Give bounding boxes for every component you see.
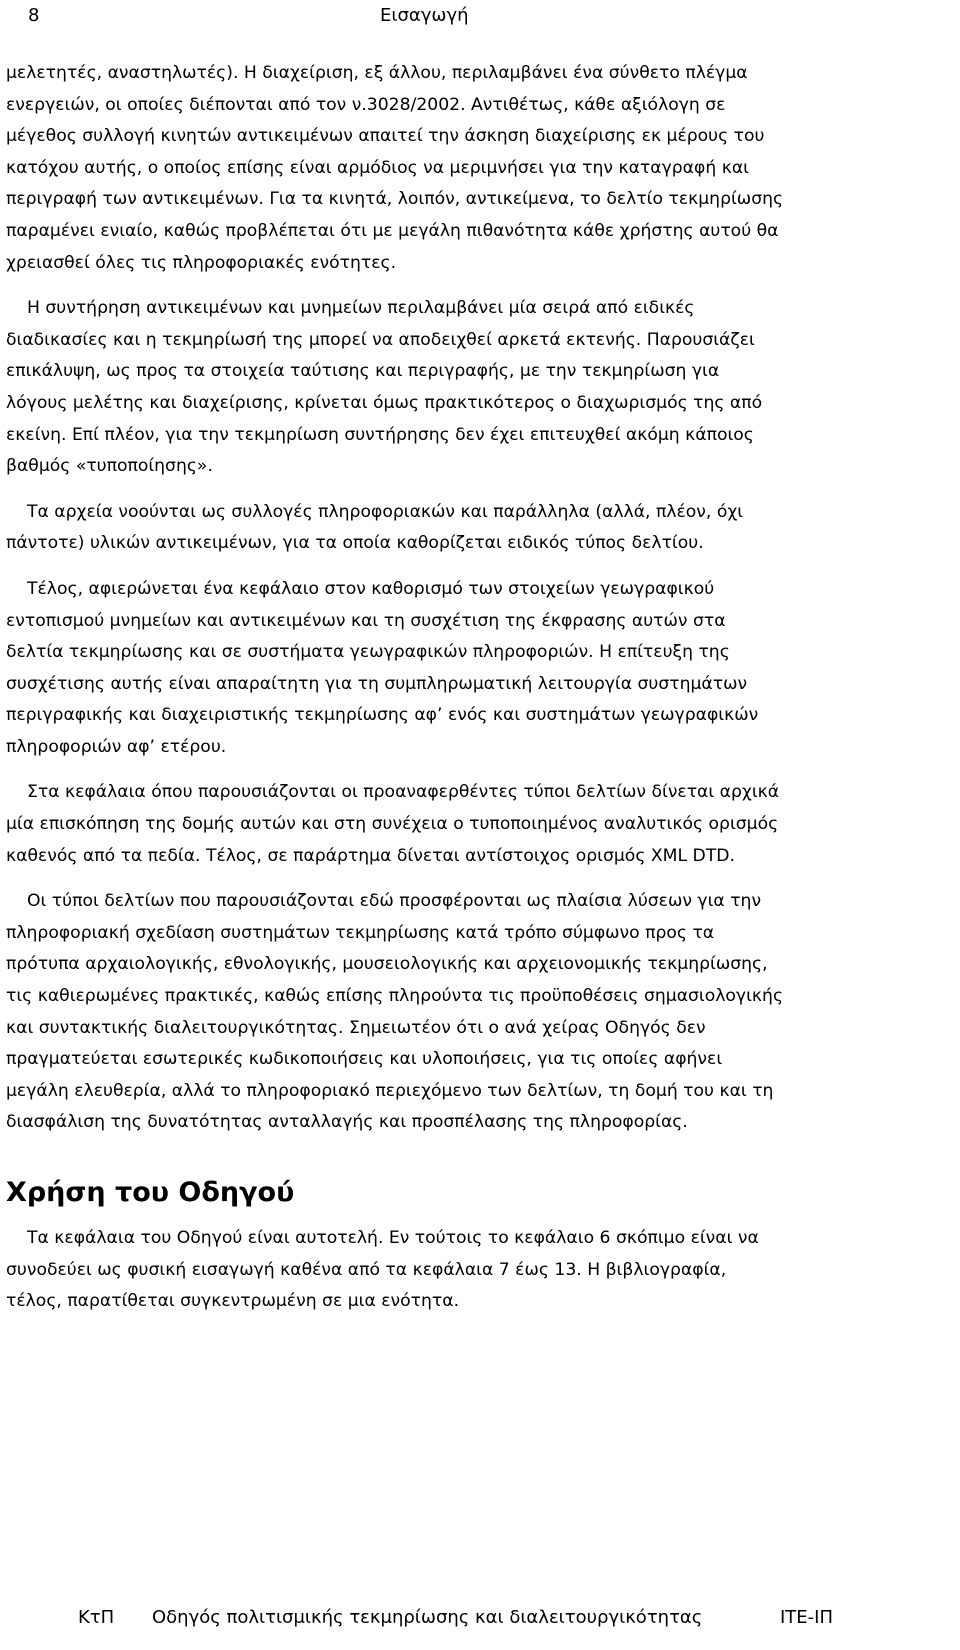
paragraph-geography xyxy=(6,574,958,764)
text-line: ενεργειών, οι οποίες διέπονται από τον ν.3028/2002. Αντιθέτως, κάθε αξιόλογη σε xyxy=(6,94,726,115)
text-line: καθενός από τα πεδία. Τέλος, σε παράρτημα δίνεται αντίστοιχος ορισμός XML DTD. xyxy=(6,845,735,866)
text-line: Τα κεφάλαια του Οδηγού είναι αυτοτελή. Εν τούτοις το κεφάλαιο 6 σκόπιμο είναι να xyxy=(27,1228,759,1248)
page-number: 8 xyxy=(28,5,40,26)
text-line: δελτία τεκμηρίωσης και σε συστήματα γεωγραφικών πληροφοριών. Η επίτευξη της xyxy=(6,642,730,663)
text-line: συνοδεύει ως φυσική εισαγωγή καθένα από τα κεφάλαια 7 έως 13. Η βιβλιογραφία, xyxy=(6,1259,727,1280)
text-line: περιγραφικής και διαχειριστικής τεκμηρίωσης αφ’ ενός και συστημάτων γεωγραφικών xyxy=(6,705,759,726)
footer-title: Οδηγός πολιτισμικής τεκμηρίωσης και διαλειτουργικότητας xyxy=(152,1607,703,1628)
document-body xyxy=(6,58,958,1332)
text-line: πληροφοριών αφ’ ετέρου. xyxy=(6,736,227,757)
text-line: επικάλυψη, ως προς τα στοιχεία ταύτισης και περιγραφής, με την τεκμηρίωση για xyxy=(6,361,720,382)
text-line: και συντακτικής διαλειτουργικότητας. Σημειωτέον ότι ο ανά χείρας Οδηγός δεν xyxy=(6,1017,706,1038)
page-header xyxy=(0,0,960,40)
text-line: Τα αρχεία νοούνται ως συλλογές πληροφοριακών και παράλληλα (αλλά, πλέον, όχι xyxy=(27,501,744,522)
text-line: Η συντήρηση αντικειμένων και μνημείων περιλαμβάνει μία σειρά από ειδικές xyxy=(27,298,695,319)
text-line: βαθμός «τυποποίησης». xyxy=(6,456,213,477)
text-line: συσχέτισης αυτής είναι απαραίτητη για τη συμπληρωματική λειτουργία συστημάτων xyxy=(6,673,748,694)
text-line: πάντοτε) υλικών αντικειμένων, για τα οποία καθορίζεται ειδικός τύπος δελτίου. xyxy=(6,533,704,554)
text-line: τις καθιερωμένες πρακτικές, καθώς επίσης πληρούντα τις προϋποθέσεις σημασιολογικής xyxy=(6,986,784,1007)
paragraph-continuation xyxy=(6,58,958,279)
text-line: μελετητές, αναστηλωτές). Η διαχείριση, εξ άλλου, περιλαμβάνει ένα σύνθετο πλέγμα xyxy=(6,63,748,83)
section-heading: Χρήση του Οδηγού xyxy=(6,1177,295,1208)
footer-publisher: ΚτΠ xyxy=(78,1607,115,1628)
text-line: παραμένει ενιαίο, καθώς προβλέπεται ότι με μεγάλη πιθανότητα κάθε χρήστης αυτού θα xyxy=(6,220,779,241)
text-line: μία επισκόπηση της δομής αυτών και στη συνέχεια ο τυποποιημένος αναλυτικός ορισμός xyxy=(6,814,779,835)
text-line: κατόχου αυτής, ο οποίος επίσης είναι αρμόδιος να μεριμνήσει για την καταγραφή και xyxy=(6,157,749,178)
text-line: Οι τύποι δελτίων που παρουσιάζονται εδώ προσφέρονται ως πλαίσια λύσεων για την xyxy=(27,891,762,912)
paragraph-chapters xyxy=(6,777,958,872)
paragraph-conservation xyxy=(6,293,958,483)
paragraph-archives xyxy=(6,497,958,560)
text-line: διασφάλιση της δυνατότητας ανταλλαγής και προσπέλασης της πληροφορίας. xyxy=(6,1112,688,1133)
page-footer xyxy=(0,1606,960,1636)
text-line: διαδικασίες και η τεκμηρίωσή της μπορεί να αποδειχθεί αρκετά εκτενής. Παρουσιάζει xyxy=(6,329,755,350)
paragraph-guide-usage xyxy=(6,1223,958,1318)
text-line: πραγματεύεται εσωτερικές κωδικοποιήσεις και υλοποιήσεις, για τις οποίες αφήνει xyxy=(6,1049,723,1070)
text-line: εκείνη. Επί πλέον, για την τεκμηρίωση συντήρησης δεν έχει επιτευχθεί ακόμη κάποιος xyxy=(6,424,754,445)
text-line: λόγους μελέτης και διαχείρισης, κρίνεται όμως πρακτικότερος ο διαχωρισμός της από xyxy=(6,392,763,413)
text-line: Τέλος, αφιερώνεται ένα κεφάλαιο στον καθορισμό των στοιχείων γεωγραφικού xyxy=(27,578,715,599)
running-title: Εισαγωγή xyxy=(380,5,469,26)
text-line: περιγραφή των αντικειμένων. Για τα κινητά, λοιπόν, αντικείμενα, το δελτίο τεκμηρίωσης xyxy=(6,189,784,210)
text-line: τέλος, παρατίθεται συγκεντρωμένη σε μια ενότητα. xyxy=(6,1291,460,1312)
text-line: πληροφοριακή σχεδίαση συστημάτων τεκμηρίωσης κατά τρόπο σύμφωνο προς τα xyxy=(6,922,715,943)
text-line: πρότυπα αρχαιολογικής, εθνολογικής, μουσειολογικής και αρχειονομικής τεκμηρίωσης, xyxy=(6,954,768,975)
text-line: Στα κεφάλαια όπου παρουσιάζονται οι προαναφερθέντες τύποι δελτίων δίνεται αρχικά xyxy=(27,782,780,803)
text-line: μέγεθος συλλογή κινητών αντικειμένων απαιτεί την άσκηση διαχείρισης εκ μέρους του xyxy=(6,126,765,147)
paragraph-record-types xyxy=(6,886,958,1139)
text-line: μεγάλη ελευθερία, αλλά το πληροφοριακό περιεχόμενο των δελτίων, τη δομή του και τη xyxy=(6,1080,774,1101)
text-line: εντοπισμού μνημείων και αντικειμένων και τη συσχέτιση της έκφρασης αυτών στα xyxy=(6,610,726,631)
text-line: χρειασθεί όλες τις πληροφοριακές ενότητες. xyxy=(6,252,397,273)
footer-institute: ΙΤΕ-ΙΠ xyxy=(780,1607,834,1628)
